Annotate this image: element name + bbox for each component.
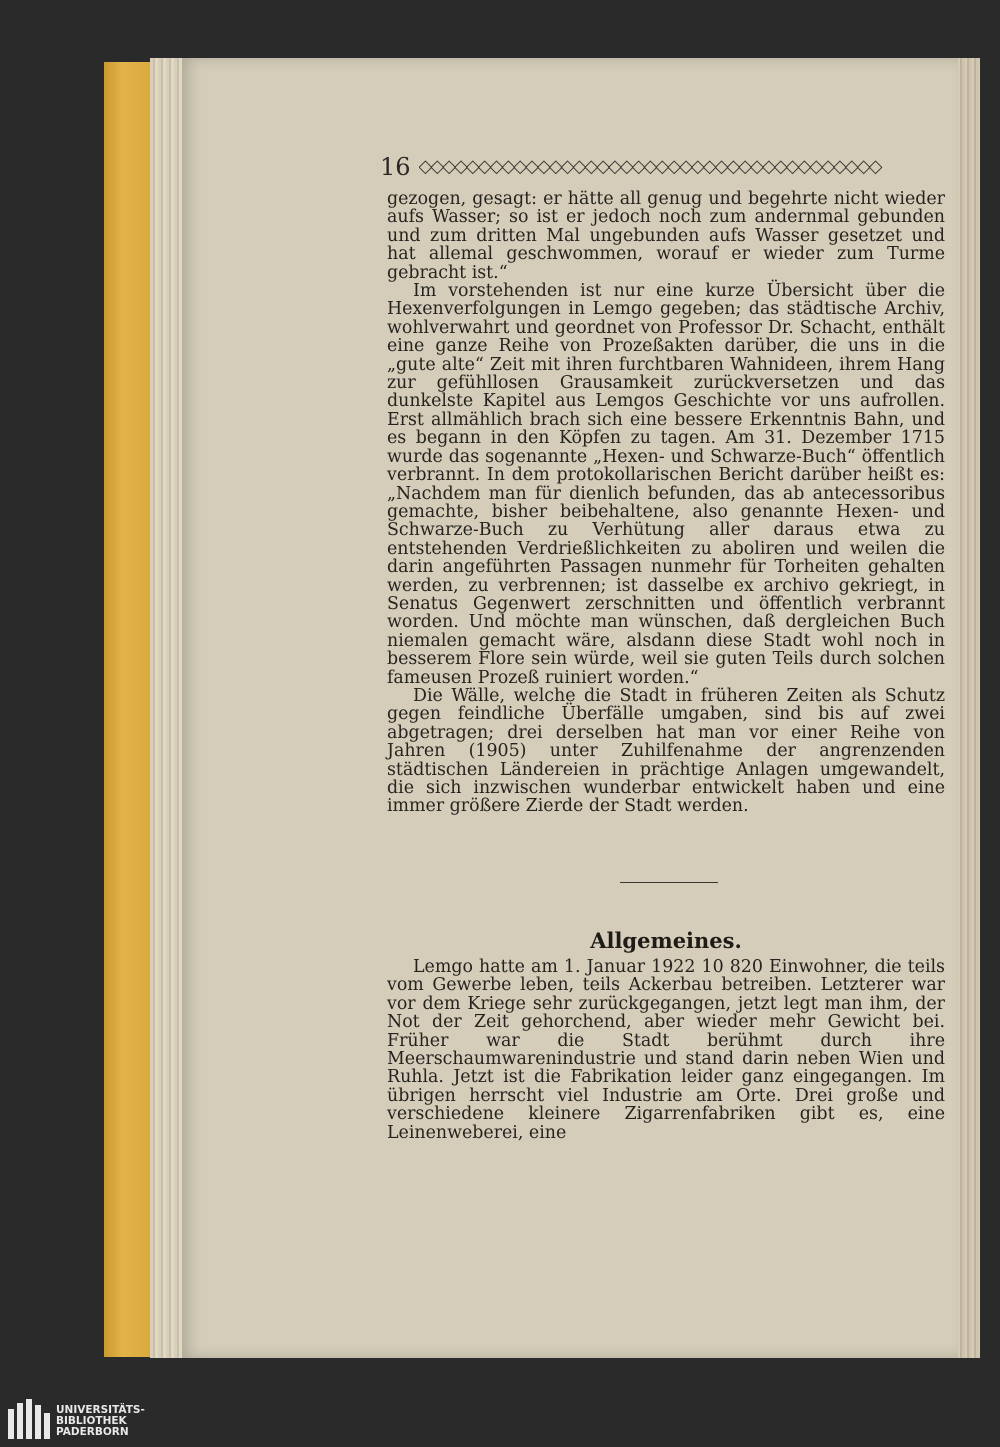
body-text-top xyxy=(387,190,945,816)
paragraph-witch-trials: Im vorstehenden ist nur eine kurze Übersicht über die Hexenverfolgungen in Lemgo gegeben; das städtische Archiv, wohlverwahrt und geordnet von Professor Dr. Schacht, enthält eine ganze Reihe von Prozeßakten darüber, die uns in die „gute alte“ Zeit mit ihren furchtbaren Wahnideen, ihrem Hang zur gefühllosen Grausamkeit zurückversetzen und das dunkelste Kapitel aus Lemgos Geschichte vor uns aufrollen. Erst allmählich brach sich eine bessere Erkenntnis Bahn, und es begann in den Köpfen zu tagen. Am 31. Dezember 1715 wurde das sogenannte „Hexen- und Schwarze-Buch“ öffentlich verbrannt. In dem protokollarischen Bericht darüber heißt es: „Nachdem man für dienlich befunden, das ab antecessoribus gemachte, bisher beibehaltene, also genannte Hexen- und Schwarze-Buch zu Verhütung aller daraus etwa zu entstehenden Verdrießlichkeiten zu aboliren und weilen die darin angeführten Passagen nunmehr für Torheiten gehalten werden, zu verbrennen; ist dasselbe ex archivo gekriegt, in Senatus Gegenwert zerschnitten und öffentlich verbrannt worden. Und möchte man wünschen, daß dergleichen Buch niemalen gemacht wäre, alsdann diese Stadt wohl noch in besserem Flore sein würde, weil sie guten Teils durch solchen fameusen Prozeß ruiniert worden.“ xyxy=(387,281,945,688)
section-divider xyxy=(620,882,718,883)
page-number: 16 xyxy=(380,153,411,181)
paragraph-ramparts: Die Wälle, welche die Stadt in früheren Zeiten als Schutz gegen feindliche Überfälle umgaben, sind bis auf zwei abgetragen; drei derselben hat man vor einer Reihe von Jahren (1905) unter Zuhilfenahme der angrenzenden städtischen Ländereien in prächtige Anlagen umgewandelt, die sich inzwischen wunderbar entwickelt haben und eine immer größere Zierde der Stadt werden. xyxy=(387,685,945,817)
library-logo-text: UNIVERSITÄTS- BIBLIOTHEK PADERBORN xyxy=(56,1403,145,1438)
page-header xyxy=(380,152,940,182)
book-cover-edge xyxy=(104,62,152,1357)
paragraph-continued: gezogen, gesagt: er hätte all genug und begehrte nicht wieder aufs Wasser; so ist er jedoch noch zum andernmal gebunden und zum dritten Mal ungebunden aufs Wasser gesetzet und hat allemal geschwommen, worauf er wieder zum Turme gebracht ist.“ xyxy=(387,189,945,283)
library-logo xyxy=(0,1395,180,1447)
section-heading: Allgemeines. xyxy=(590,928,742,953)
body-text-section xyxy=(387,958,945,1142)
page-stack-right xyxy=(958,58,980,1358)
library-logo-icon xyxy=(6,1399,50,1443)
paragraph-general: Lemgo hatte am 1. Januar 1922 10 820 Einwohner, die teils vom Gewerbe leben, teils Ackerbau betreiben. Letzterer war vor dem Kriege sehr zurückgegangen, jetzt legt man ihm, der Not der Zeit gehorchend, aber wieder mehr Gewicht bei. Früher war die Stadt berühmt durch ihre Meerschaumwarenindustrie und stand darin neben Wien und Ruhla. Jetzt ist die Fabrikation leider ganz eingegangen. Im übrigen herrscht viel Industrie am Orte. Drei große und verschiedene kleinere Zigarrenfabriken gibt es, eine Leinenweberei, eine xyxy=(387,957,945,1143)
ornament-border: ◇◇◇◇◇◇◇◇◇◇◇◇◇◇◇◇◇◇◇◇◇◇◇◇◇◇◇◇◇◇◇◇◇◇◇◇◇◇◇ xyxy=(418,158,881,176)
